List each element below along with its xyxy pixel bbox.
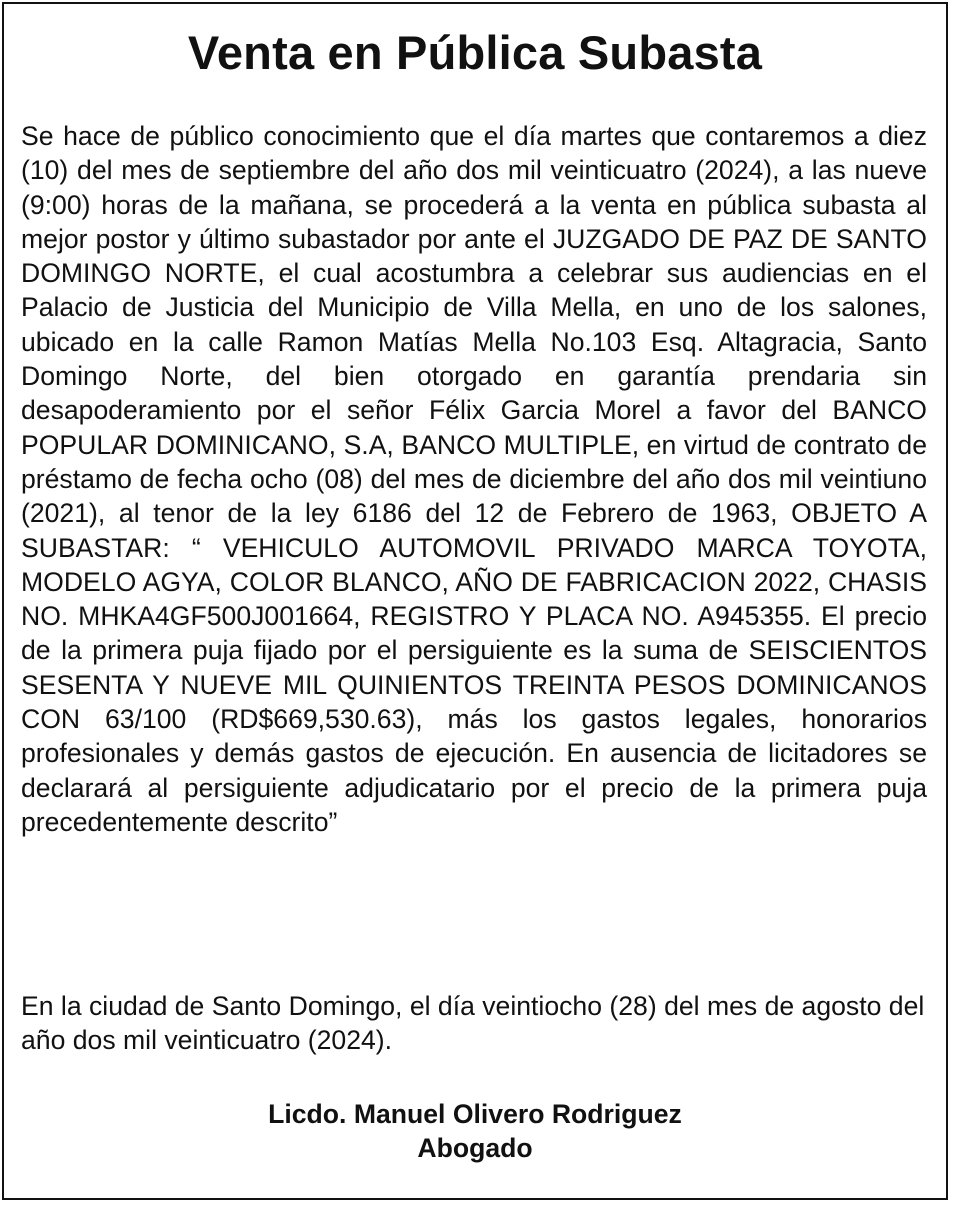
signature-name: Licdo. Manuel Olivero Rodriguez xyxy=(268,1099,682,1129)
notice-title: Venta en Pública Subasta xyxy=(187,26,763,79)
notice-body: Se hace de público conocimiento que el día martes que contaremos a diez (10) del mes de septiembre del año dos mil veinticuatro (2024), a las nueve (9:00) horas de la mañana, se procederá a la venta en pública subasta al mejor postor y último subastador por ante el JUZGADO DE PAZ DE SANTO DOMINGO NORTE, el cual acostumbra a celebrar sus audiencias en el Palacio de Justicia del Municipio de Villa Mella, en uno de los salones, ubicado en la calle Ramon Matías Mella No.103 Esq. Altagracia, Santo Domingo Norte, del bien otorgado en garantía prendaria sin desapoderamiento por el señor Félix Garcia Morel a favor del BANCO POPULAR DOMINICANO, S.A, BANCO MULTIPLE, en virtud de contrato de préstamo de fecha ocho (08) del mes de diciembre del año dos mil veintiuno (2021), al tenor de la ley 6186 del 12 de Febrero de 1963, OBJETO A SUBASTAR: “ VEHICULO AUTOMOVIL PRIVADO MARCA TOYOTA, MODELO AGYA, COLOR BLANCO, AÑO DE FABRICACION 2022, CHASIS NO. MHKA4GF500J001664, REGISTRO Y PLACA NO. A945355. El precio de la primera puja fijado por el persiguiente es la suma de SEISCIENTOS SESENTA Y NUEVE MIL QUINIENTOS TREINTA PESOS DOMINICANOS CON 63/100 (RD$669,530.63), más los gastos legales, honorarios profesionales y demás gastos de ejecución. En ausencia de licitadores se declarará al persiguiente adjudicatario por el precio de la primera puja precedentemente descrito” xyxy=(21,121,927,837)
notice-closing-date: En la ciudad de Santo Domingo, el día veintiocho (28) del mes de agosto del año dos mil veinticuatro (2024). xyxy=(21,991,925,1056)
signature-block xyxy=(4,1097,946,1165)
auction-notice xyxy=(2,2,948,1200)
signature-role: Abogado xyxy=(417,1133,533,1163)
